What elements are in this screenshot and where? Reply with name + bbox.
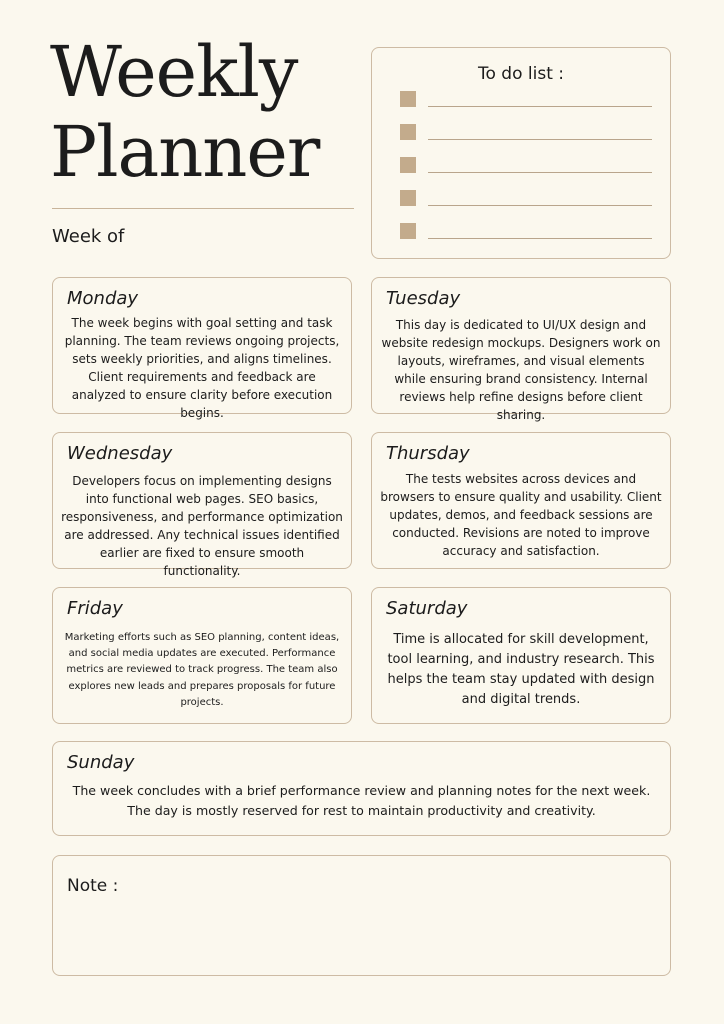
title-line-2: Planner [50,111,320,193]
day-name: Tuesday [386,288,461,309]
note-label: Note : [67,876,119,896]
day-name: Monday [67,288,139,309]
day-name: Friday [67,598,123,619]
day-card-friday [52,587,352,724]
day-card-wednesday [52,432,352,578]
day-description: Marketing efforts such as SEO planning, content ideas, and social media updates are executed. Performance metrics are reviewed to track progress. The team also explores new leads and prepares proposals for future projects. [64,632,340,708]
week-of-label: Week of [52,226,125,247]
day-name: Saturday [386,598,468,619]
day-card-monday [52,277,352,420]
day-description: Developers focus on implementing designs into functional web pages. SEO basics, responsiveness, and performance optimization are addressed. Any technical issues identified earlier are fixed to ensure smooth functionality. [61,474,343,578]
day-description: Time is allocated for skill development, tool learning, and industry research. This helps the team stay updated with design and digital trends. [387,632,655,707]
day-card-saturday [371,587,671,724]
todo-list-box [371,47,671,259]
todo-item[interactable] [400,190,650,206]
todo-item[interactable] [400,91,650,107]
day-card-thursday [371,432,671,569]
notes-box[interactable] [52,855,671,976]
day-name: Thursday [386,443,470,464]
todo-write-line[interactable] [428,139,652,140]
day-description: The week begins with goal setting and task planning. The team reviews ongoing projects, sets weekly priorities, and aligns timelines. Client requirements and feedback are analyzed to ensure clarity before execution begins. [64,316,340,420]
title-line-1: Weekly [50,31,298,113]
checkbox[interactable] [400,190,416,206]
planner-title [50,32,360,192]
todo-write-line[interactable] [428,172,652,173]
day-name: Sunday [67,752,135,773]
day-card-tuesday [371,277,671,422]
day-description: The week concludes with a brief performance review and planning notes for the next week. The day is mostly reserved for rest to maintain productivity and creativity. [72,783,651,818]
day-card-sunday [52,741,671,836]
todo-item[interactable] [400,157,650,173]
todo-write-line[interactable] [428,106,652,107]
title-divider [52,208,354,209]
day-name: Wednesday [67,443,173,464]
todo-item[interactable] [400,223,650,239]
checkbox[interactable] [400,157,416,173]
checkbox[interactable] [400,91,416,107]
todo-write-line[interactable] [428,238,652,239]
checkbox[interactable] [400,124,416,140]
checkbox[interactable] [400,223,416,239]
day-description: This day is dedicated to UI/UX design and website redesign mockups. Designers work on layouts, wireframes, and visual elements while ensuring brand consistency. Internal reviews help refine designs before client sharing. [381,318,661,422]
day-description: The tests websites across devices and browsers to ensure quality and usability. Client updates, demos, and feedback sessions are conducted. Revisions are noted to improve accuracy and satisfaction. [380,472,662,558]
todo-item[interactable] [400,124,650,140]
todo-write-line[interactable] [428,205,652,206]
todo-list-title: To do list : [478,64,564,84]
